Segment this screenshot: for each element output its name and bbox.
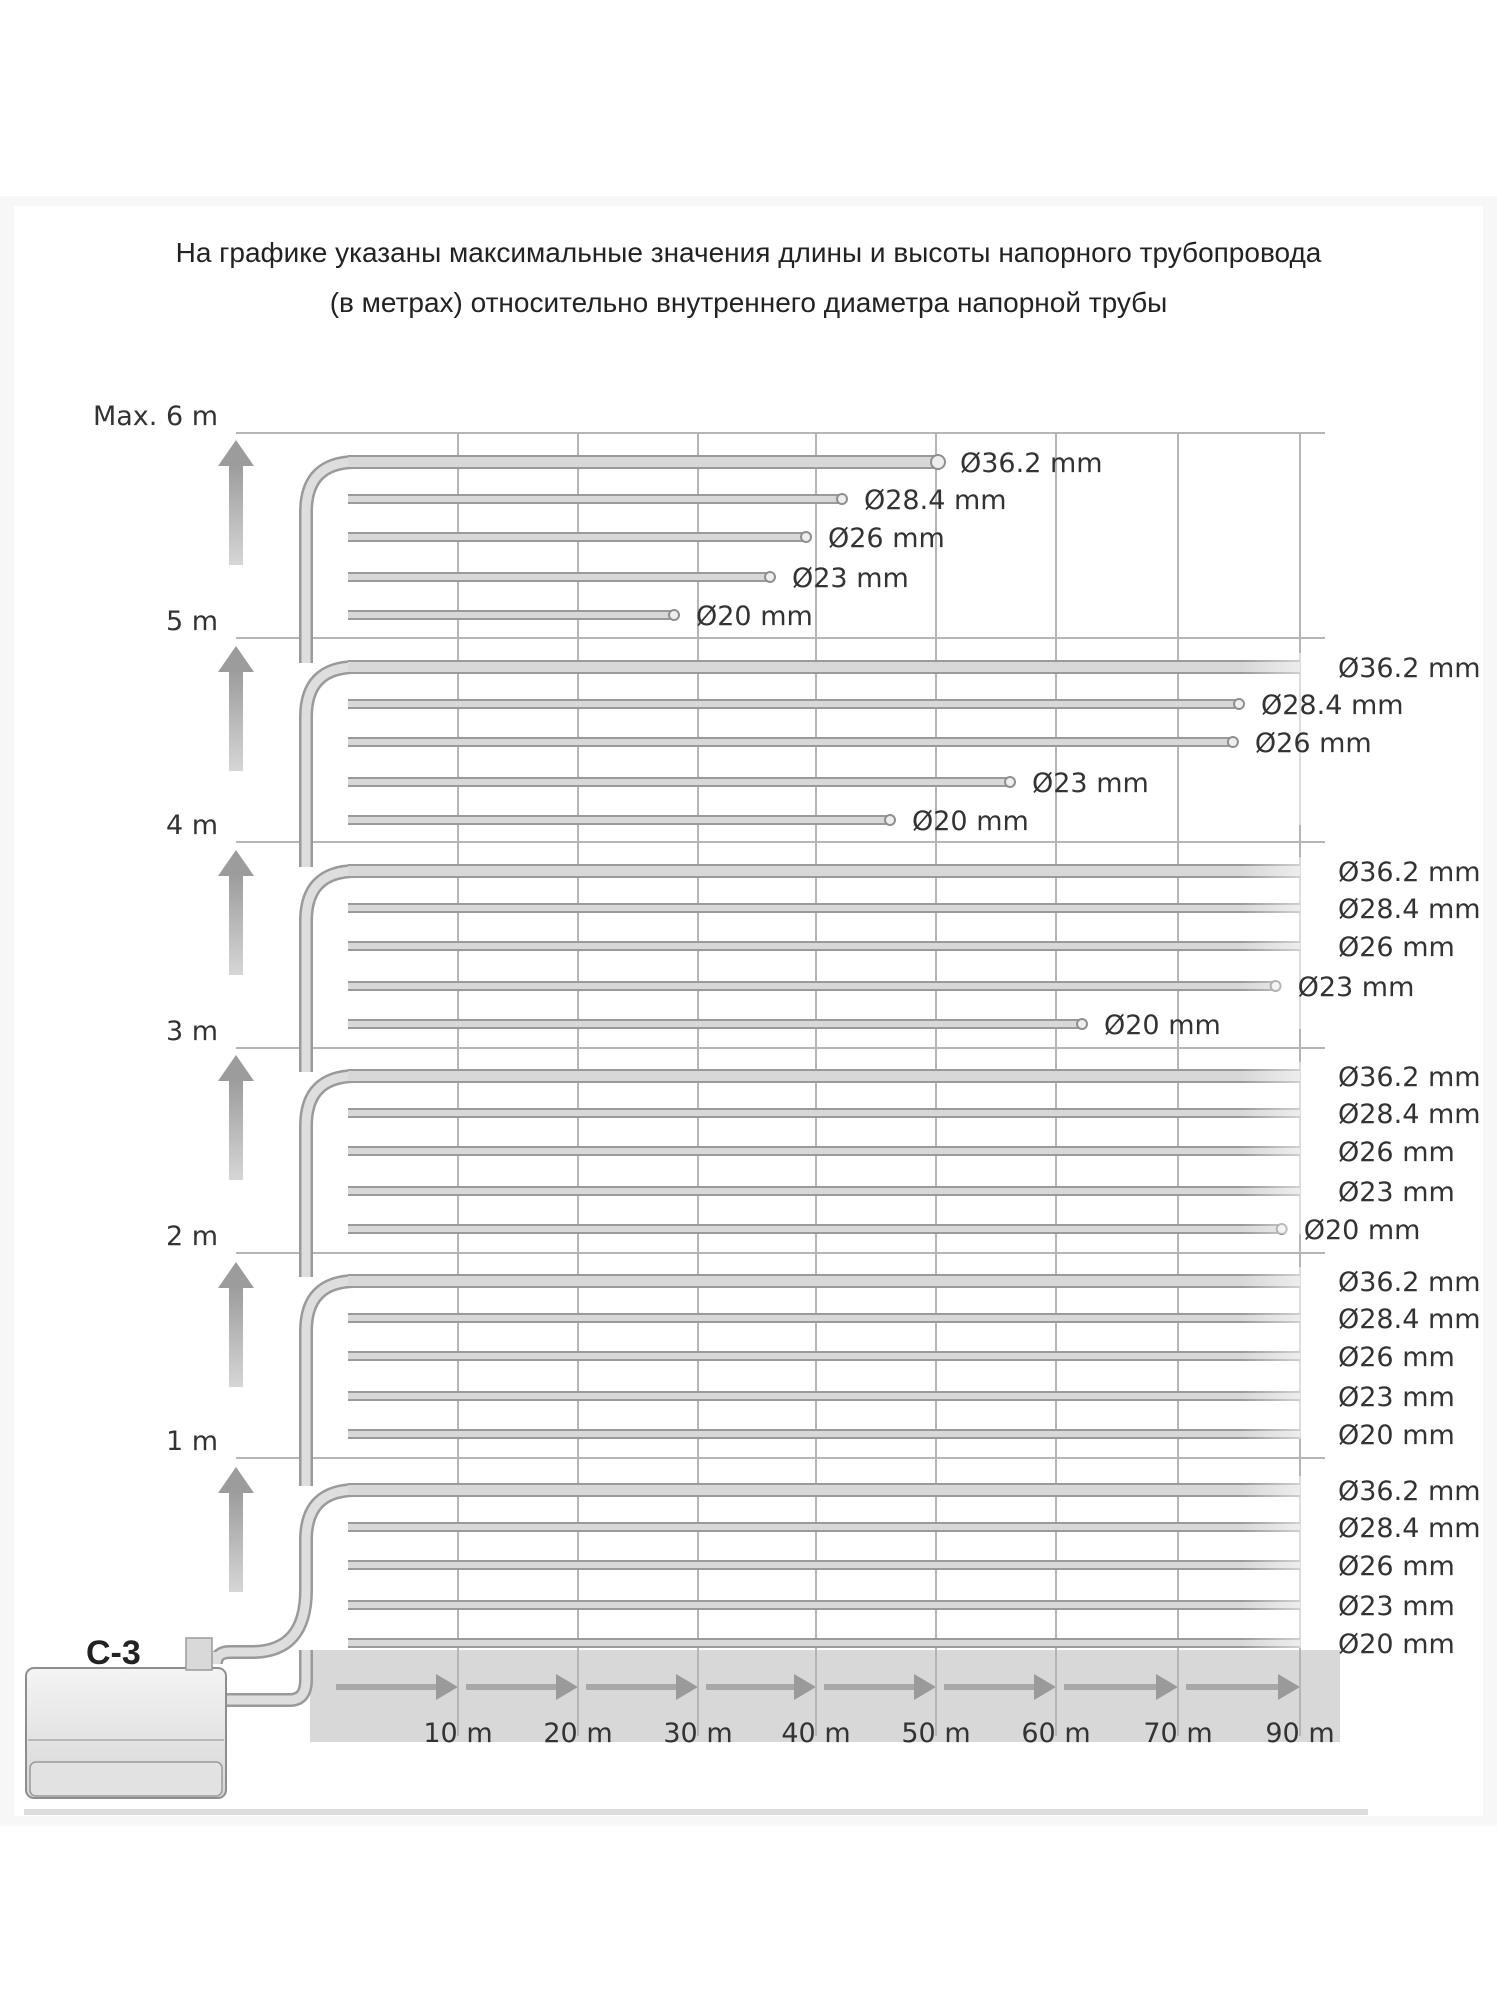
height-arrow-head xyxy=(218,1055,254,1081)
pipe-riser xyxy=(306,462,356,663)
diameter-label: Ø26 mm xyxy=(1338,1137,1455,1168)
diameter-label: Ø26 mm xyxy=(1338,932,1455,963)
x-tick-label: 60 m xyxy=(1021,1718,1091,1749)
diameter-label: Ø36.2 mm xyxy=(1338,1476,1481,1507)
diameter-label: Ø28.4 mm xyxy=(1338,1099,1481,1130)
diameter-label: Ø20 mm xyxy=(1338,1629,1455,1660)
y-tick-label: 3 m xyxy=(165,1016,218,1047)
diameter-label: Ø23 mm xyxy=(1297,972,1415,1003)
diameter-label: Ø26 mm xyxy=(1254,728,1372,759)
pipe-bars xyxy=(216,455,1335,1700)
pipe-end-cap xyxy=(765,572,775,582)
pipe-riser xyxy=(306,871,356,1072)
diameter-label: Ø28.4 mm xyxy=(1338,894,1481,925)
pipe-end-cap xyxy=(1228,737,1238,747)
x-tick-label: 40 m xyxy=(781,1718,851,1749)
diameter-label: Ø20 mm xyxy=(1338,1420,1455,1451)
x-tick-label: 10 m xyxy=(423,1718,493,1749)
height-arrow-shaft xyxy=(229,874,243,975)
pipe-fade xyxy=(1240,857,1335,1029)
height-arrow-shaft xyxy=(229,1491,243,1592)
diameter-label: Ø28.4 mm xyxy=(864,485,1007,516)
chart-title-line-2: (в метрах) относительно внутреннего диаметра напорной трубы xyxy=(329,287,1168,318)
pipe-riser xyxy=(306,667,356,867)
diameter-label: Ø28.4 mm xyxy=(1261,690,1404,721)
diameter-label: Ø23 mm xyxy=(1338,1177,1455,1208)
y-tick-label: 1 m xyxy=(165,1426,218,1457)
x-tick-label: 20 m xyxy=(543,1718,613,1749)
diameter-label: Ø26 mm xyxy=(828,523,945,554)
pump-label: C-3 xyxy=(86,1634,141,1672)
diameter-label: Ø26 mm xyxy=(1338,1342,1455,1373)
diameter-label: Ø36.2 mm xyxy=(960,448,1103,479)
x-tick-label: 90 m xyxy=(1265,1718,1335,1749)
pipe-end-cap xyxy=(1005,777,1015,787)
diameter-label: Ø36.2 mm xyxy=(1338,1062,1481,1093)
diameter-label: Ø20 mm xyxy=(1104,1010,1221,1041)
pipe-end-cap xyxy=(1077,1019,1087,1029)
diameter-label: Ø28.4 mm xyxy=(1338,1513,1481,1544)
pipe-riser xyxy=(306,1076,356,1277)
diameter-label: Ø23 mm xyxy=(1032,768,1149,799)
x-tick-label: 70 m xyxy=(1143,1718,1213,1749)
diameter-label: Ø23 mm xyxy=(1338,1591,1455,1622)
y-tick-label: Max. 6 m xyxy=(92,401,218,432)
diameter-label: Ø36.2 mm xyxy=(1338,857,1481,888)
pipe-end-cap xyxy=(931,455,945,469)
height-arrow-shaft xyxy=(229,1286,243,1387)
pipe-riser xyxy=(306,1281,356,1486)
diameter-label: Ø23 mm xyxy=(792,563,909,594)
y-tick-label: 2 m xyxy=(165,1221,218,1252)
diameter-label: Ø36.2 mm xyxy=(1338,653,1481,684)
diameter-label: Ø28.4 mm xyxy=(1338,1304,1481,1335)
height-arrow-head xyxy=(218,440,254,466)
pipe-fade xyxy=(1240,1476,1335,1648)
pipe-end-cap xyxy=(837,494,847,504)
diameter-labels xyxy=(696,448,1481,1660)
diameter-label: Ø20 mm xyxy=(912,806,1029,837)
y-tick-label: 5 m xyxy=(165,606,218,637)
pump-outlet xyxy=(186,1638,212,1670)
diameter-label: Ø23 mm xyxy=(1338,1382,1455,1413)
height-arrow-shaft xyxy=(229,1079,243,1180)
height-arrow-shaft xyxy=(229,670,243,771)
chart-title-line-1: На графике указаны максимальные значения длины и высоты напорного трубопровода xyxy=(175,237,1322,268)
pipe-end-cap xyxy=(885,815,895,825)
pump-unit xyxy=(26,1634,226,1798)
height-arrow-head xyxy=(218,646,254,672)
x-tick-label: 30 m xyxy=(663,1718,733,1749)
x-tick-label: 50 m xyxy=(901,1718,971,1749)
height-arrow-head xyxy=(218,1467,254,1493)
height-arrows xyxy=(218,440,254,1592)
height-arrow-head xyxy=(218,1262,254,1288)
pipe-end-cap xyxy=(669,610,679,620)
diameter-label: Ø20 mm xyxy=(1303,1215,1421,1246)
diameter-label: Ø36.2 mm xyxy=(1338,1267,1481,1298)
pipe-end-cap xyxy=(801,532,811,542)
height-arrow-head xyxy=(218,850,254,876)
pump-base xyxy=(30,1762,222,1796)
diameter-label: Ø26 mm xyxy=(1338,1551,1455,1582)
y-tick-label: 4 m xyxy=(165,810,218,841)
diameter-label: Ø20 mm xyxy=(696,601,813,632)
pipe-fade xyxy=(1240,1062,1335,1234)
height-arrow-shaft xyxy=(229,464,243,565)
pipe-fade xyxy=(1240,1267,1335,1439)
